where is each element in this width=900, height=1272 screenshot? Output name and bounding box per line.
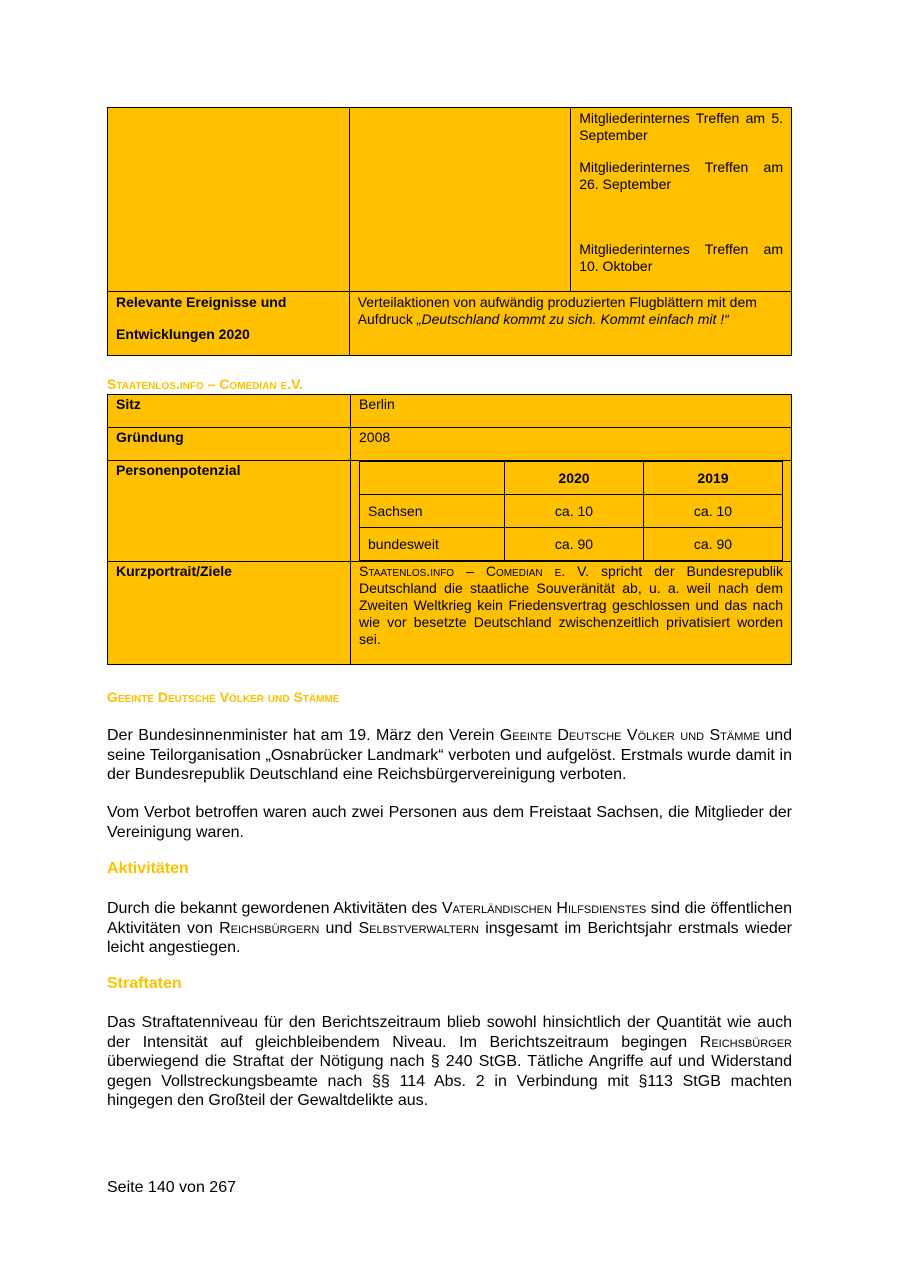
empty-cell: [108, 108, 350, 292]
org-name: Vaterländischen Hilfsdienstes: [441, 900, 647, 917]
events-text: [349, 292, 791, 356]
events-label: [108, 292, 350, 356]
meeting-item: Mitgliederinternes Treffen am 10. Oktober: [579, 241, 783, 274]
sitz-value: Berlin: [351, 395, 792, 428]
org-heading: Staatenlos.info – Comedian e.V.: [107, 376, 304, 392]
meeting-item: Mitgliederinternes Treffen am 26. September: [579, 159, 783, 192]
org-name: Geeinte Deutsche Völker und Stämme: [499, 727, 760, 744]
kurz-text: [351, 562, 792, 665]
meeting-item: Mitgliederinternes Treffen am 5. September: [579, 110, 783, 143]
text-run: sind die öffentlichen Aktivitäten von: [107, 900, 792, 937]
sitz-label: Sitz: [108, 395, 351, 428]
table-row: [360, 528, 783, 561]
potenzial-label: Personenpotenzial: [108, 461, 351, 562]
gdvs-heading: Geeinte Deutsche Völker und Stämme: [107, 689, 340, 705]
potenzial-header-2019: 2019: [644, 462, 783, 495]
text-run: Der Bundesinnenminister hat am 19. März den Verein: [107, 727, 500, 744]
kurz-org-name: Staatenlos.info – Comedian e. V.: [359, 563, 590, 579]
empty-cell: [349, 108, 571, 292]
gdvs-paragraph-1: [107, 726, 792, 785]
value-cell: ca. 10: [644, 495, 783, 528]
activities-paragraph: [107, 899, 792, 958]
org-table: [107, 394, 792, 665]
gdvs-paragraph-2: Vom Verbot betroffen waren auch zwei Personen aus dem Freistaat Sachsen, die Mitglieder der Vereinigung waren.: [107, 804, 792, 841]
value-cell: ca. 10: [505, 495, 644, 528]
gruendung-label: Gründung: [108, 428, 351, 461]
potenzial-header-empty: [360, 462, 505, 495]
value-cell: ca. 90: [644, 528, 783, 561]
crimes-paragraph: [107, 1013, 792, 1111]
gruendung-value: 2008: [351, 428, 792, 461]
text-run: und: [319, 919, 359, 937]
events-text-plain: Verteilaktionen von aufwändig produzierten Flugblättern mit dem Aufdruck: [357, 294, 757, 327]
page-number: Seite 140 von 267: [107, 1179, 236, 1196]
table-row: [360, 495, 783, 528]
potenzial-header-2020: 2020: [505, 462, 644, 495]
events-label-line2: Entwicklungen 2020: [116, 326, 250, 342]
meetings-cell: [571, 108, 792, 292]
text-run: überwiegend die Straftat der Nötigung nach § 240 StGB. Tätliche Angriffe auf und Widerstand gegen Vollstreckungsbeamte nach §§ 114 Abs. 2 in Verbindung mit §113 StGB machten hingegen den Großteil der Gewaltdelikte aus.: [107, 1053, 792, 1109]
events-label-line1: Relevante Ereignisse und: [116, 294, 287, 310]
org-name: Reichsbürger: [699, 1033, 792, 1051]
org-name: Reichsbürgern: [219, 919, 320, 937]
value-cell: ca. 90: [505, 528, 644, 561]
crimes-heading: Straftaten: [107, 975, 182, 992]
region-cell: Sachsen: [360, 495, 505, 528]
text-run: und seine Teilorganisation „Osnabrücker Landmark“ verboten und aufgelöst. Erstmals wurde damit in der Bundesrepublik Deutschland eine Reichsbürgervereinigung verboten.: [107, 727, 793, 783]
region-cell: bundesweit: [360, 528, 505, 561]
text-run: insgesamt im Berichtsjahr erstmals wieder leicht angestiegen.: [107, 919, 793, 956]
text-run: Durch die bekannt gewordenen Aktivitäten des: [107, 900, 442, 917]
events-text-italic: „Deutschland kommt zu sich. Kommt einfach mit !“: [416, 311, 729, 327]
potenzial-table: [359, 461, 783, 561]
activities-heading: Aktivitäten: [107, 860, 189, 877]
kurz-label: Kurzportrait/Ziele: [108, 562, 351, 665]
text-run: Das Straftatenniveau für den Berichtszeitraum blieb sowohl hinsichtlich der Quantität wie auch der Intensität auf gleichbleibendem Niveau. Im Berichtszeitraum begingen: [107, 1014, 792, 1051]
potenzial-cell: [351, 461, 792, 562]
org-name: Selbstverwaltern: [358, 919, 479, 937]
events-table: [107, 107, 792, 356]
kurz-body: spricht der Bundesrepublik Deutschland die staatliche Souveränität ab, u. a. weil nach dem Zweiten Weltkrieg kein Friedensvertrag geschlossen und das nach wie vor besetzte Deutschland zwischenzeitlich privatisiert worden sei.: [359, 563, 783, 647]
